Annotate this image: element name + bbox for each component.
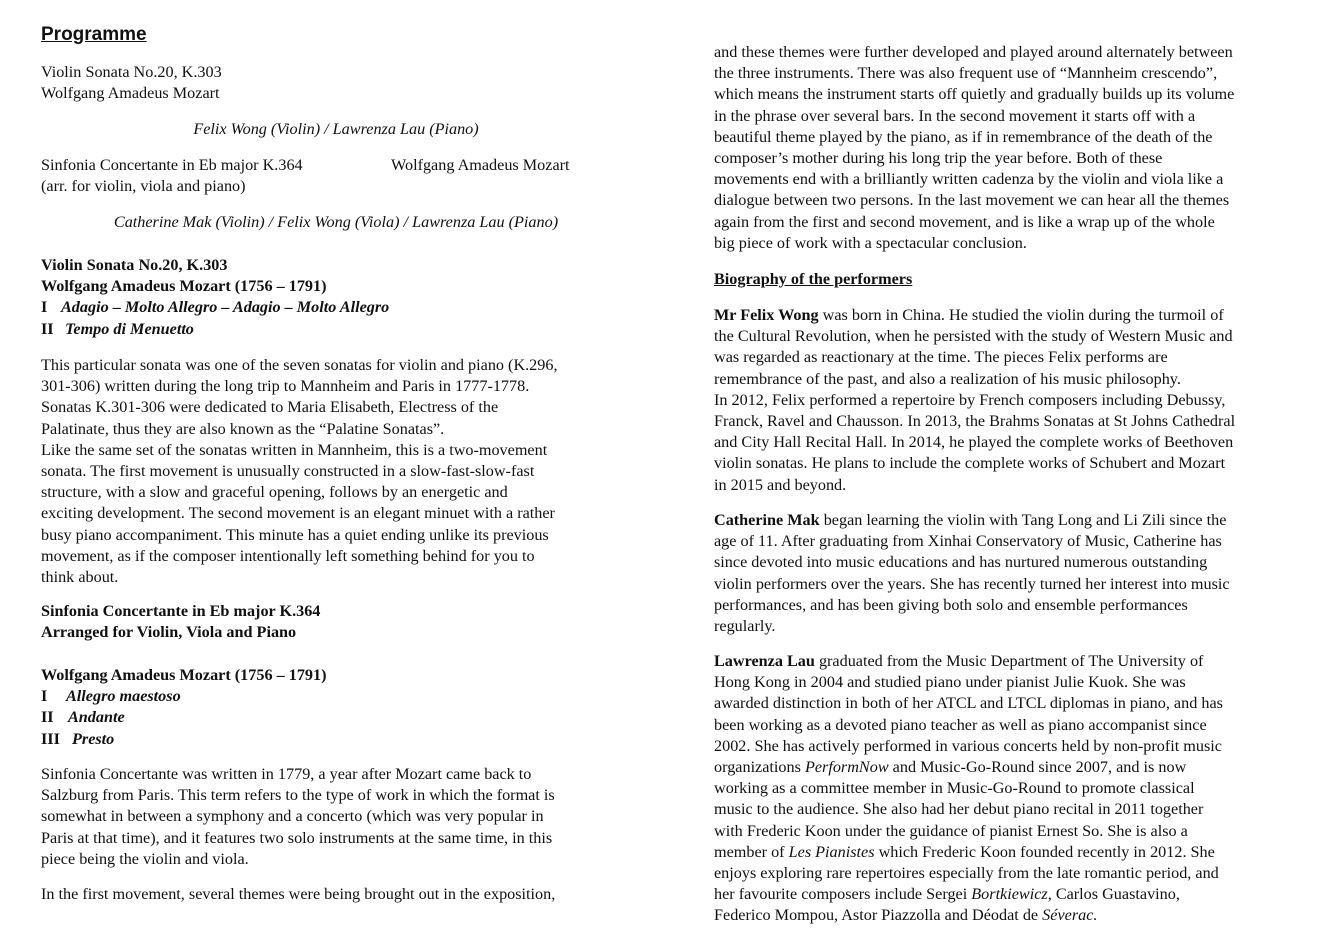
- text-line: Like the same set of the sonatas written in Mannheim, this is a two-movement: [41, 440, 548, 459]
- text-line: composer’s mother during his long trip the year before. Both of these: [714, 149, 1163, 168]
- text-line: age of 11. After graduating from Xinhai Conservatory of Music, Catherine has: [714, 532, 1222, 551]
- text-line: music to the audience. She also had her debut piano recital in 2011 together: [714, 800, 1204, 819]
- movement-title: Adagio – Molto Allegro – Adagio – Molto Allegro: [61, 298, 390, 317]
- organization-name: Les Pianistes: [788, 842, 875, 861]
- work1-composer: Wolfgang Amadeus Mozart (1756 – 1791): [41, 277, 327, 296]
- composer-name: Bortkiewicz,: [971, 885, 1052, 904]
- movement-title: Tempo di Menuetto: [65, 319, 194, 338]
- text-line: Salzburg from Paris. This term refers to the type of work in which the format is: [41, 786, 555, 805]
- programme-heading: Programme: [41, 24, 147, 45]
- text-line: the three instruments. There was also frequent use of “Mannheim crescendo”,: [714, 64, 1218, 83]
- text-line: In 2012, Felix performed a repertoire by French composers including Debussy,: [714, 390, 1226, 409]
- work2-subtitle: Arranged for Violin, Viola and Piano: [41, 623, 297, 642]
- text-segment: Federico Mompou, Astor Piazzolla and Déodat de: [714, 906, 1043, 925]
- work2-movement-2: [41, 707, 641, 728]
- text-line: in the phrase over several bars. In the second movement it starts off with a: [714, 106, 1196, 125]
- text-line: graduated from the Music Department of The University of: [814, 652, 1204, 670]
- text-line: awarded distinction in both of her ATCL and LTCL diplomas in piano, and has: [714, 694, 1223, 713]
- movement-title: Allegro maestoso: [66, 687, 181, 706]
- continuation-text: [714, 42, 1314, 254]
- movement-number: I: [41, 687, 48, 706]
- text-line: performances, and has been giving both solo and ensemble performances: [714, 595, 1188, 614]
- programme-item-2-performers: Catherine Mak (Violin) / Felix Wong (Viola) / Lawrenza Lau (Piano): [113, 213, 559, 231]
- text-line: and these themes were further developed and played around alternately between: [714, 43, 1233, 61]
- work1-title: Violin Sonata No.20, K.303: [41, 256, 228, 274]
- programme-item-2-composer: Wolfgang Amadeus Mozart: [391, 156, 570, 174]
- text-line: somewhat in between a symphony and a concerto (which was very popular in: [41, 807, 544, 826]
- text-line: This particular sonata was one of the seven sonatas for violin and piano (K.296,: [41, 356, 558, 374]
- text-line: dialogue between two persons. In the last movement we can hear all the themes: [714, 191, 1230, 210]
- text-line: 2002. She has actively performed in various concerts held by non-profit music: [714, 736, 1222, 755]
- text-line: since devoted into music educations and has nurtured numerous outstanding: [714, 553, 1208, 572]
- bio-lawrenza-lau: [714, 651, 1314, 927]
- text-line: [714, 757, 1314, 778]
- work1-movement-1: [41, 297, 641, 318]
- text-line: Paris at that time), and it features two solo instruments at the same time, in this: [41, 828, 553, 847]
- bio-catherine-mak: [714, 510, 1314, 637]
- work2-description: [41, 764, 641, 870]
- text-line: sonata. The first movement is unusually constructed in a slow-fast-slow-fast: [41, 462, 535, 481]
- text-line: structure, with a slow and graceful opening, follows by an energetic and: [41, 483, 508, 502]
- work2-title: Sinfonia Concertante in Eb major K.364: [41, 602, 321, 620]
- biography-heading: Biography of the performers: [714, 270, 913, 288]
- text-segment: and Music-Go-Round since 2007, and is now: [888, 758, 1187, 777]
- text-line: been working as a devoted piano teacher as well as piano accompanist since: [714, 715, 1207, 734]
- work2-heading: [41, 601, 641, 643]
- organization-name: PerformNow: [804, 758, 889, 777]
- text-segment: organizations: [714, 758, 805, 777]
- text-line: busy piano accompaniment. This minute has a quiet ending unlike its previous: [41, 525, 549, 544]
- text-line: think about.: [41, 568, 119, 587]
- performer-name: Mr Felix Wong: [714, 306, 819, 324]
- text-line: began learning the violin with Tang Long and Li Zili since the: [819, 511, 1227, 529]
- performer-name: Catherine Mak: [714, 511, 820, 529]
- text-line: [714, 842, 1314, 863]
- text-line: [714, 905, 1314, 926]
- text-line: 301-306) written during the long trip to Mannheim and Paris in 1777-1778.: [41, 377, 530, 396]
- work1-section: [41, 255, 641, 340]
- text-line: working as a committee member in Music-Go-Round to promote classical: [714, 779, 1195, 798]
- text-line: beautiful theme played by the piano, as if in remembrance of the death of the: [714, 127, 1213, 146]
- movement-number: II: [41, 319, 54, 338]
- work1-description: [41, 355, 641, 588]
- text-line: which means the instrument starts off quietly and gradually builds up its volume: [714, 85, 1235, 104]
- text-line: piece being the violin and viola.: [41, 849, 249, 868]
- programme-item-2-title: Sinfonia Concertante in Eb major K.364: [41, 156, 303, 174]
- work2-composer: Wolfgang Amadeus Mozart (1756 – 1791): [41, 666, 327, 684]
- text-line: Hong Kong in 2004 and studied piano under pianist Julie Kuok. She was: [714, 673, 1186, 692]
- text-line: big piece of work with a spectacular conclusion.: [714, 233, 1027, 252]
- text-line: violin sonatas. He plans to include the complete works of Schubert and Mozart: [714, 454, 1226, 473]
- text-line: was born in China. He studied the violin during the turmoil of: [818, 306, 1224, 324]
- programme-item-1: [41, 62, 641, 104]
- text-segment: member of: [714, 842, 789, 861]
- text-line: Palatinate, thus they are also known as the “Palatine Sonatas”.: [41, 419, 445, 438]
- text-segment: her favourite composers include Sergei: [714, 885, 972, 904]
- text-line: regularly.: [714, 617, 776, 636]
- text-line: in 2015 and beyond.: [714, 475, 847, 494]
- text-line: violin performers over the years. She has recently turned her interest into music: [714, 574, 1230, 593]
- work1-movement-2: [41, 319, 641, 340]
- text-segment: Carlos Guastavino,: [1051, 885, 1180, 904]
- text-line: exciting development. The second movement is an elegant minuet with a rather: [41, 504, 555, 523]
- text-line: and City Hall Recital Hall. In 2014, he played the complete works of Beethoven: [714, 433, 1234, 452]
- text-line: Sinfonia Concertante was written in 1779, a year after Mozart came back to: [41, 765, 532, 783]
- movement-number: III: [41, 729, 60, 748]
- text-line: movement, as if the composer intentionally left something behind for you to: [41, 546, 535, 565]
- composer-name: Séverac.: [1042, 906, 1098, 925]
- text-line: movements end with a brilliantly written cadenza by the violin and viola like a: [714, 170, 1224, 189]
- programme-item-2-arrangement: (arr. for violin, viola and piano): [41, 177, 246, 196]
- text-line: with Frederic Koon under the guidance of pianist Ernest So. She is also a: [714, 821, 1188, 840]
- text-line: again from the first and second movement, and is like a wrap up of the whole: [714, 212, 1215, 231]
- movement-title: Andante: [68, 708, 125, 727]
- text-line: remembrance of the past, and also a realization of his music philosophy.: [714, 369, 1181, 388]
- text-line: enjoys exploring rare repertoires especially from the late romantic period, and: [714, 864, 1219, 883]
- movement-number: I: [41, 298, 48, 317]
- work2-section: [41, 665, 641, 750]
- text-line: the Cultural Revolution, when he persisted with the study of Western Music and: [714, 327, 1233, 346]
- work2-description-continued: In the first movement, several themes were being brought out in the exposition,: [41, 885, 556, 903]
- programme-item-1-performers: Felix Wong (Violin) / Lawrenza Lau (Piano): [193, 120, 479, 138]
- movement-title: Presto: [72, 729, 115, 748]
- text-line: Franck, Ravel and Chausson. In 2013, the Brahms Sonatas at St Johns Cathedral: [714, 412, 1236, 431]
- programme-item-2: [41, 155, 641, 197]
- bio-felix-wong: [714, 305, 1314, 496]
- text-segment: which Frederic Koon founded recently in 2012. She: [874, 842, 1215, 861]
- text-line: was regarded as reactionary at the time. The pieces Felix performs are: [714, 348, 1168, 367]
- work2-movement-1: [41, 686, 641, 707]
- work2-movement-3: [41, 729, 641, 750]
- programme-item-1-composer: Wolfgang Amadeus Mozart: [41, 84, 220, 103]
- programme-item-1-title: Violin Sonata No.20, K.303: [41, 63, 222, 81]
- text-line: Sonatas K.301-306 were dedicated to Maria Elisabeth, Electress of the: [41, 398, 499, 417]
- movement-number: II: [41, 708, 54, 727]
- text-line: [714, 884, 1314, 905]
- performer-name: Lawrenza Lau: [714, 652, 815, 670]
